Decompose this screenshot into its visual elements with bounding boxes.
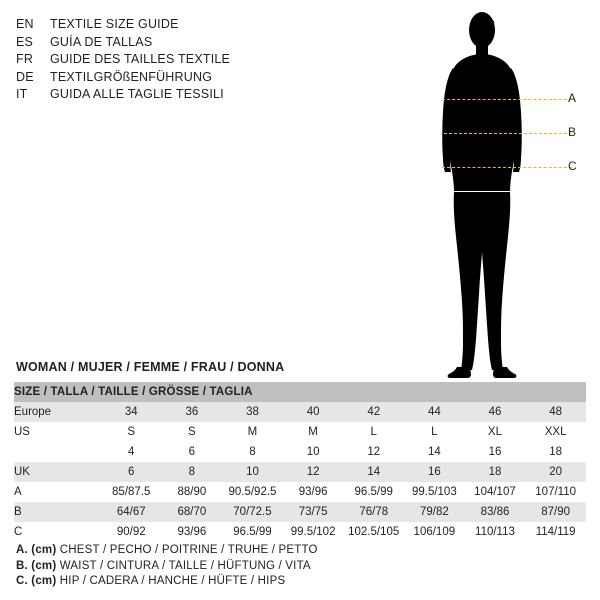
cell: 10: [283, 442, 344, 462]
cell: 20: [525, 462, 586, 482]
cell: 8: [162, 462, 223, 482]
language-header-block: [16, 16, 316, 104]
cell: 83/86: [465, 502, 526, 522]
language-title: TEXTILE SIZE GUIDE: [50, 17, 179, 31]
cell: 110/113: [465, 522, 526, 542]
language-row: [16, 51, 316, 68]
note-key: C. (cm): [16, 575, 57, 587]
cell: 16: [465, 442, 526, 462]
measure-line-b: [444, 133, 572, 134]
language-title: TEXTILGRÖßENFÜHRUNG: [50, 69, 213, 84]
cell: 8: [222, 442, 283, 462]
cell: 96.5/99: [343, 482, 404, 502]
measure-label-a: A: [568, 91, 577, 105]
language-code: DE: [16, 69, 34, 84]
table-row: [14, 422, 586, 442]
cell: 40: [283, 402, 344, 422]
cell: 106/109: [404, 522, 465, 542]
cell: 16: [404, 462, 465, 482]
language-code: FR: [16, 52, 34, 66]
cell: 107/110: [525, 482, 586, 502]
row-label: UK: [14, 462, 101, 482]
cell: 68/70: [162, 502, 223, 522]
note-text: CHEST / PECHO / POITRINE / TRUHE / PETTO: [59, 544, 318, 556]
cell: S: [101, 422, 162, 442]
cell: M: [283, 422, 344, 442]
cell: 99.5/103: [404, 482, 465, 502]
row-label: C: [14, 522, 101, 542]
row-label: A: [14, 482, 101, 502]
body-figure: [420, 6, 590, 378]
cell: 85/87.5: [101, 482, 162, 502]
note-row: [16, 574, 318, 590]
cell: L: [404, 422, 465, 442]
table-row: [14, 462, 586, 482]
table-row: [14, 502, 586, 522]
row-label: [14, 442, 101, 462]
note-key: A. (cm): [16, 544, 57, 556]
row-label: B: [14, 502, 101, 522]
measure-label-b: B: [568, 125, 577, 139]
cell: XL: [465, 422, 526, 442]
cell: 18: [525, 442, 586, 462]
note-text: HIP / CADERA / HANCHE / HÜFTE / HIPS: [59, 575, 286, 587]
cell: 90.5/92.5: [222, 482, 283, 502]
cell: 96.5/99: [222, 522, 283, 542]
language-title: GUIDE DES TAILLES TEXTILE: [50, 52, 231, 66]
cell: 44: [404, 402, 465, 422]
table-row: [14, 402, 586, 422]
cell: 46: [465, 402, 526, 422]
measure-line-a: [442, 99, 572, 100]
cell: 14: [404, 442, 465, 462]
note-row: [16, 543, 318, 559]
cell: 87/90: [525, 502, 586, 522]
cell: XXL: [525, 422, 586, 442]
table-header-label: SIZE / TALLA / TAILLE / GRÖSSE / TAGLIA: [14, 382, 586, 402]
language-row: [16, 69, 316, 86]
note-row: [16, 559, 318, 575]
cell: 90/92: [101, 522, 162, 542]
cell: 104/107: [465, 482, 526, 502]
cell: 38: [222, 402, 283, 422]
cell: 99.5/102: [283, 522, 344, 542]
cell: 42: [343, 402, 404, 422]
cell: 70/72.5: [222, 502, 283, 522]
note-key: B. (cm): [16, 559, 57, 572]
table-header-row: [14, 382, 586, 402]
row-label: Europe: [14, 402, 101, 422]
female-silhouette-icon: [420, 6, 590, 378]
language-row: [16, 86, 316, 103]
cell: 14: [343, 462, 404, 482]
measurement-notes: [16, 543, 318, 590]
cell: 76/78: [343, 502, 404, 522]
language-title: GUÍA DE TALLAS: [50, 34, 153, 49]
language-row: [16, 16, 316, 33]
cell: 6: [101, 462, 162, 482]
cell: 34: [101, 402, 162, 422]
language-row: [16, 34, 316, 51]
language-code: EN: [16, 17, 34, 31]
cell: 114/119: [525, 522, 586, 542]
table-row: [14, 442, 586, 462]
cell: 93/96: [283, 482, 344, 502]
cell: 36: [162, 402, 223, 422]
size-table-wrapper: [14, 382, 586, 542]
cell: 10: [222, 462, 283, 482]
cell: M: [222, 422, 283, 442]
cell: 12: [283, 462, 344, 482]
note-text: WAIST / CINTURA / TAILLE / HÜFTUNG / VITA: [59, 559, 311, 572]
cell: 4: [101, 442, 162, 462]
language-title: GUIDA ALLE TAGLIE TESSILI: [50, 87, 224, 101]
cell: 102.5/105: [343, 522, 404, 542]
cell: L: [343, 422, 404, 442]
table-row: [14, 482, 586, 502]
cell: 88/90: [162, 482, 223, 502]
cell: 12: [343, 442, 404, 462]
cell: 73/75: [283, 502, 344, 522]
language-code: ES: [16, 34, 34, 49]
measure-line-c: [442, 167, 572, 168]
table-row: [14, 522, 586, 542]
size-table: [14, 382, 586, 542]
measure-label-c: C: [568, 159, 577, 173]
section-title: WOMAN / MUJER / FEMME / FRAU / DONNA: [16, 360, 285, 374]
cell: 6: [162, 442, 223, 462]
cell: S: [162, 422, 223, 442]
cell: 64/67: [101, 502, 162, 522]
cell: 48: [525, 402, 586, 422]
row-label: US: [14, 422, 101, 442]
language-code: IT: [16, 87, 28, 101]
cell: 93/96: [162, 522, 223, 542]
cell: 79/82: [404, 502, 465, 522]
cell: 18: [465, 462, 526, 482]
